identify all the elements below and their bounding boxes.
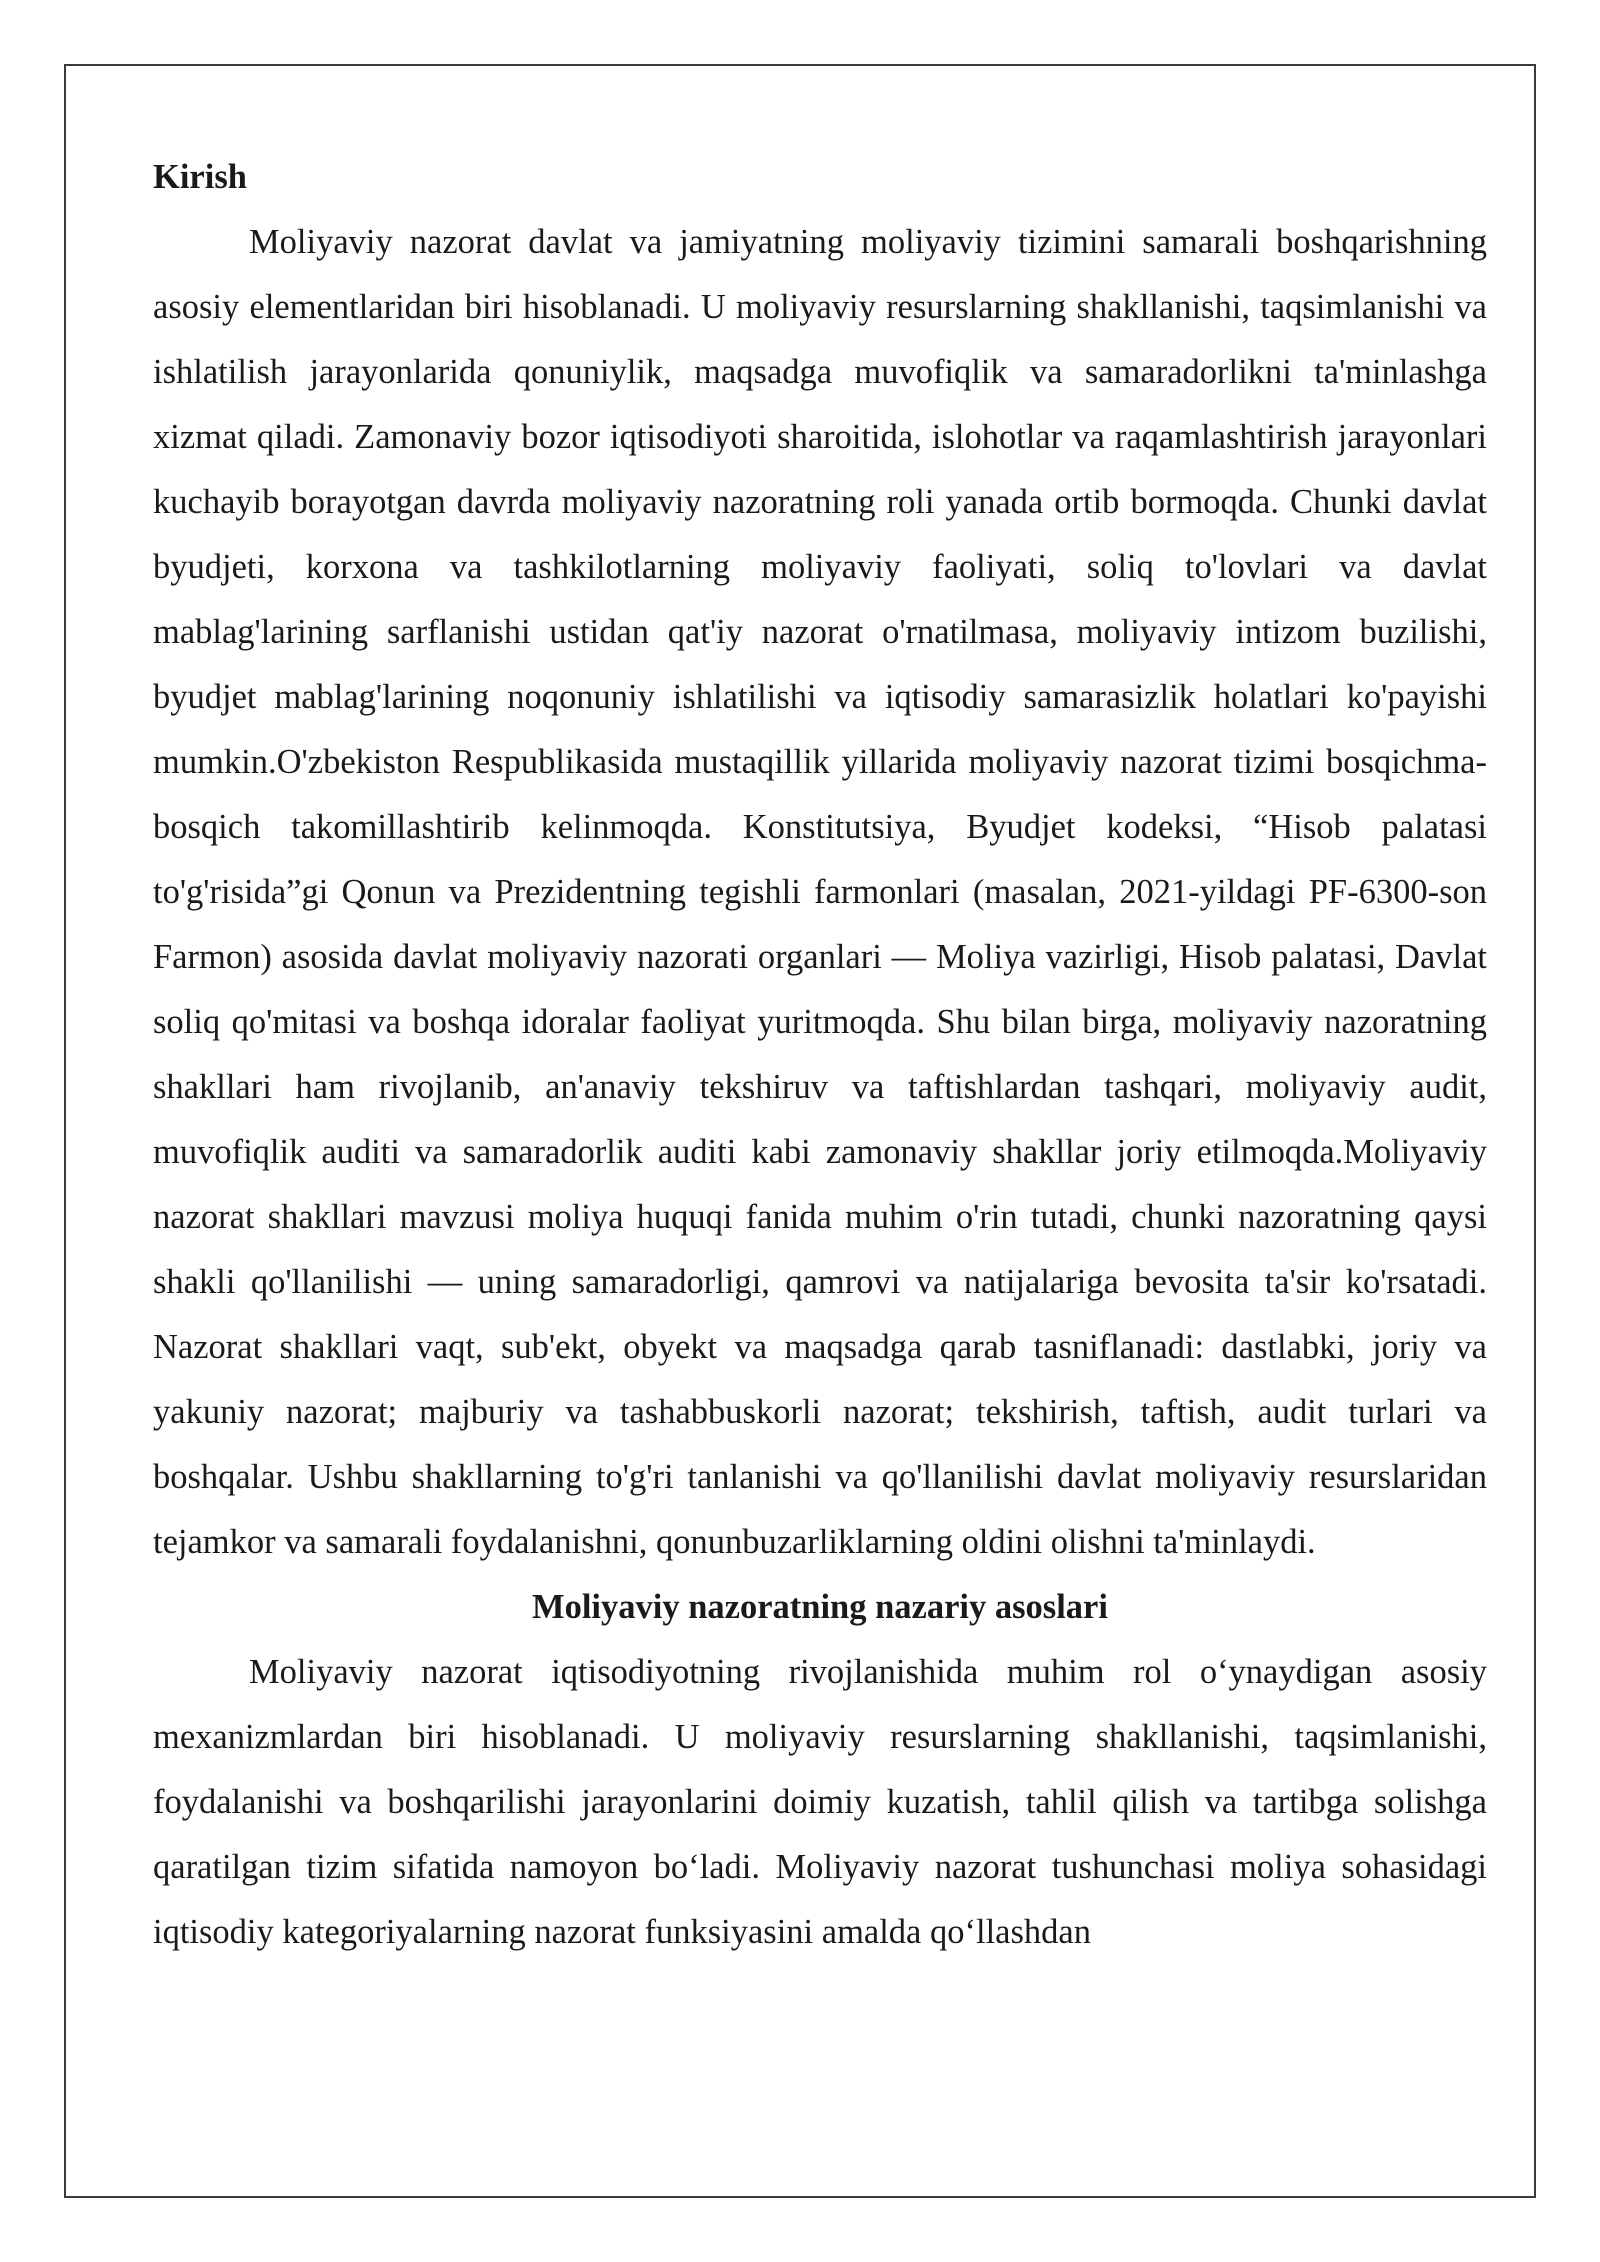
document-body — [153, 145, 1487, 1965]
theory-heading: Moliyaviy nazoratning nazariy asoslari — [532, 1588, 1108, 1626]
intro-paragraph: Moliyaviy nazorat davlat va jamiyatning moliyaviy tizimini samarali boshqarishning asosiy elementlaridan biri hisoblanadi. U moliyaviy resurslarning shakllanishi, taqsimlanishi va ishlatilish jarayonlarida qonuniylik, maqsadga muvofiqlik va samaradorlikni ta'minlashga xizmat qiladi. Zamonaviy bozor iqtisodiyoti sharoitida, islohotlar va raqamlashtirish jarayonlari kuchayib borayotgan davrda moliyaviy nazoratning roli yanada ortib bormoqda. Chunki davlat byudjeti, korxona va tashkilotlarning moliyaviy faoliyati, soliq to'lovlari va davlat mablag'larining sarflanishi ustidan qat'iy nazorat o'rnatilmasa, moliyaviy intizom buzilishi, byudjet mablag'larining noqonuniy ishlatilishi va iqtisodiy samarasizlik holatlari ko'payishi mumkin.O'zbekiston Respublikasida mustaqillik yillarida moliyaviy nazorat tizimi bosqichma-bosqich takomillashtirib kelinmoqda. Konstitutsiya, Byudjet kodeksi, “Hisob palatasi to'g'risida”gi Qonun va Prezidentning tegishli farmonlari (masalan, 2021-yildagi PF-6300-son Farmon) asosida davlat moliyaviy nazorati organlari — Moliya vazirligi, Hisob palatasi, Davlat soliq qo'mitasi va boshqa idoralar faoliyat yuritmoqda. Shu bilan birga, moliyaviy nazoratning shakllari ham rivojlanib, an'anaviy tekshiruv va taftishlardan tashqari, moliyaviy audit, muvofiqlik auditi va samaradorlik auditi kabi zamonaviy shakllar joriy etilmoqda.Moliyaviy nazorat shakllari mavzusi moliya huquqi fanida muhim o'rin tutadi, chunki nazoratning qaysi shakli qo'llanilishi — uning samaradorligi, qamrovi va natijalariga bevosita ta'sir ko'rsatadi. Nazorat shakllari vaqt, sub'ekt, obyekt va maqsadga qarab tasniflanadi: dastlabki, joriy va yakuniy nazorat; majburiy va tashabbuskorli nazorat; tekshirish, taftish, audit turlari va boshqalar. Ushbu shakllarning to'g'ri tanlanishi va qo'llanilishi davlat moliyaviy resurslaridan tejamkor va samarali foydalanishni, qonunbuzarliklarning oldini olishni ta'minlaydi. — [153, 223, 1487, 1561]
theory-paragraph: Moliyaviy nazorat iqtisodiyotning rivojlanishida muhim rol oʻynaydigan asosiy mexanizmlardan biri hisoblanadi. U moliyaviy resurslarning shakllanishi, taqsimlanishi, foydalanishi va boshqarilishi jarayonlarini doimiy kuzatish, tahlil qilish va tartibga solishga qaratilgan tizim sifatida namoyon boʻladi. Moliyaviy nazorat tushunchasi moliya sohasidagi iqtisodiy kategoriyalarning nazorat funksiyasini amalda qoʻllashdan — [153, 1653, 1487, 1951]
intro-heading: Kirish — [153, 158, 247, 196]
